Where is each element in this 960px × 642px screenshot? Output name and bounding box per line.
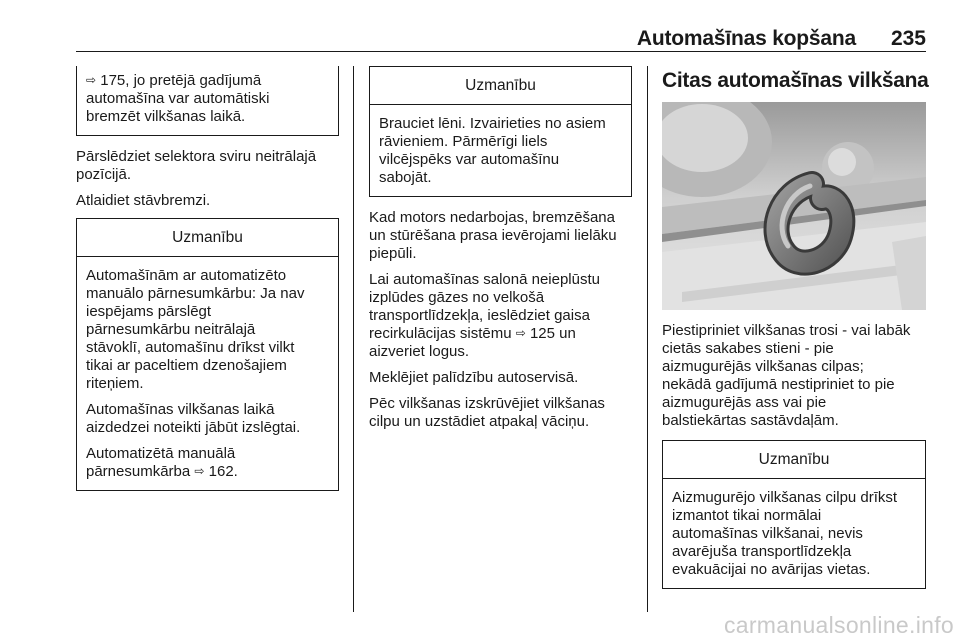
warning-heading: Uzmanību	[663, 441, 925, 479]
body-text: Pārslēdziet selektora sviru neitrālajā pozīcijā. Atlaidiet stāvbremzi.	[76, 148, 317, 209]
warning-box-rear-towing-eye: Uzmanību Aizmugurējo vilkšanas cilpu drīkst izmantot tikai normālai automašīnas vilkšanai, nevis avarējuša transportlīdzekļa evakuācijai no avārijas vietas.	[662, 440, 926, 589]
reference-arrow-icon: ⇨	[86, 73, 97, 87]
body-text: Piestipriniet vilkšanas trosi - vai labāk cietās sakabes stieni - pie aizmugurējās vilkšanas cilpas; nekādā gadījumā nestipriniet to pie aizmugurējās ass vai pie balstiekārtas sastāvdaļām.	[662, 322, 911, 429]
warning-box-automated-gearbox: Uzmanību Automašīnām ar automatizēto manuālo pārnesumkārbu: Ja nav iespējams pārslēgt pārnesumkārbu neitrālajā stāvoklī, automašīnu drīkst vilkt tikai ar paceltiem dzenošajiem riteņiem. Automašīnas vilkšanas laikā aizdedzei noteikti jābūt izslēgtai. Automatizētā manuālā pārnesumkārba ⇨ 162.	[76, 218, 339, 491]
chapter-title: Automašīnas kopšana	[636, 27, 856, 50]
warning-heading: Uzmanību	[370, 67, 631, 105]
section-title: Citas automašīnas vilkšana	[662, 69, 929, 92]
column-divider-2	[647, 66, 648, 612]
body-text: Kad motors nedarbojas, bremzēšana un stūrēšana prasa ievērojami lielāku piepūli. Lai automašīnas salonā neieplūstu izplūdes gāzes no velkošā transportlīdzekļa, ieslēdziet gaisa recirkulācijas sistēmu ⇨ 125 un aizveriet logus. Meklējiet palīdzību autoservisā. Pēc vilkšanas izskrūvējiet vilkšanas cilpu un uzstādiet atpakaļ vāciņu.	[369, 209, 617, 430]
reference-arrow-icon: ⇨	[515, 326, 526, 340]
column-3	[662, 68, 929, 589]
watermark: carmanualsonline.info	[723, 612, 954, 638]
towing-eye-illustration	[662, 102, 926, 310]
column-1	[76, 66, 339, 491]
page-header	[76, 18, 926, 52]
towing-eye-photo	[662, 102, 926, 310]
reference-arrow-icon: ⇨	[194, 464, 205, 478]
page-number: 235	[890, 27, 926, 50]
column-divider-1	[353, 66, 354, 612]
continued-notice-box: ⇨ 175, jo pretējā gadījumā automašīna var automātiski bremzēt vilkšanas laikā.	[76, 66, 339, 136]
warning-box-drive-slowly: Uzmanību Brauciet lēni. Izvairieties no asiem rāvieniem. Pārmērīgi liels vilcējspēks var automašīnu sabojāt.	[369, 66, 632, 197]
warning-heading: Uzmanību	[77, 219, 338, 257]
column-2	[369, 66, 632, 439]
